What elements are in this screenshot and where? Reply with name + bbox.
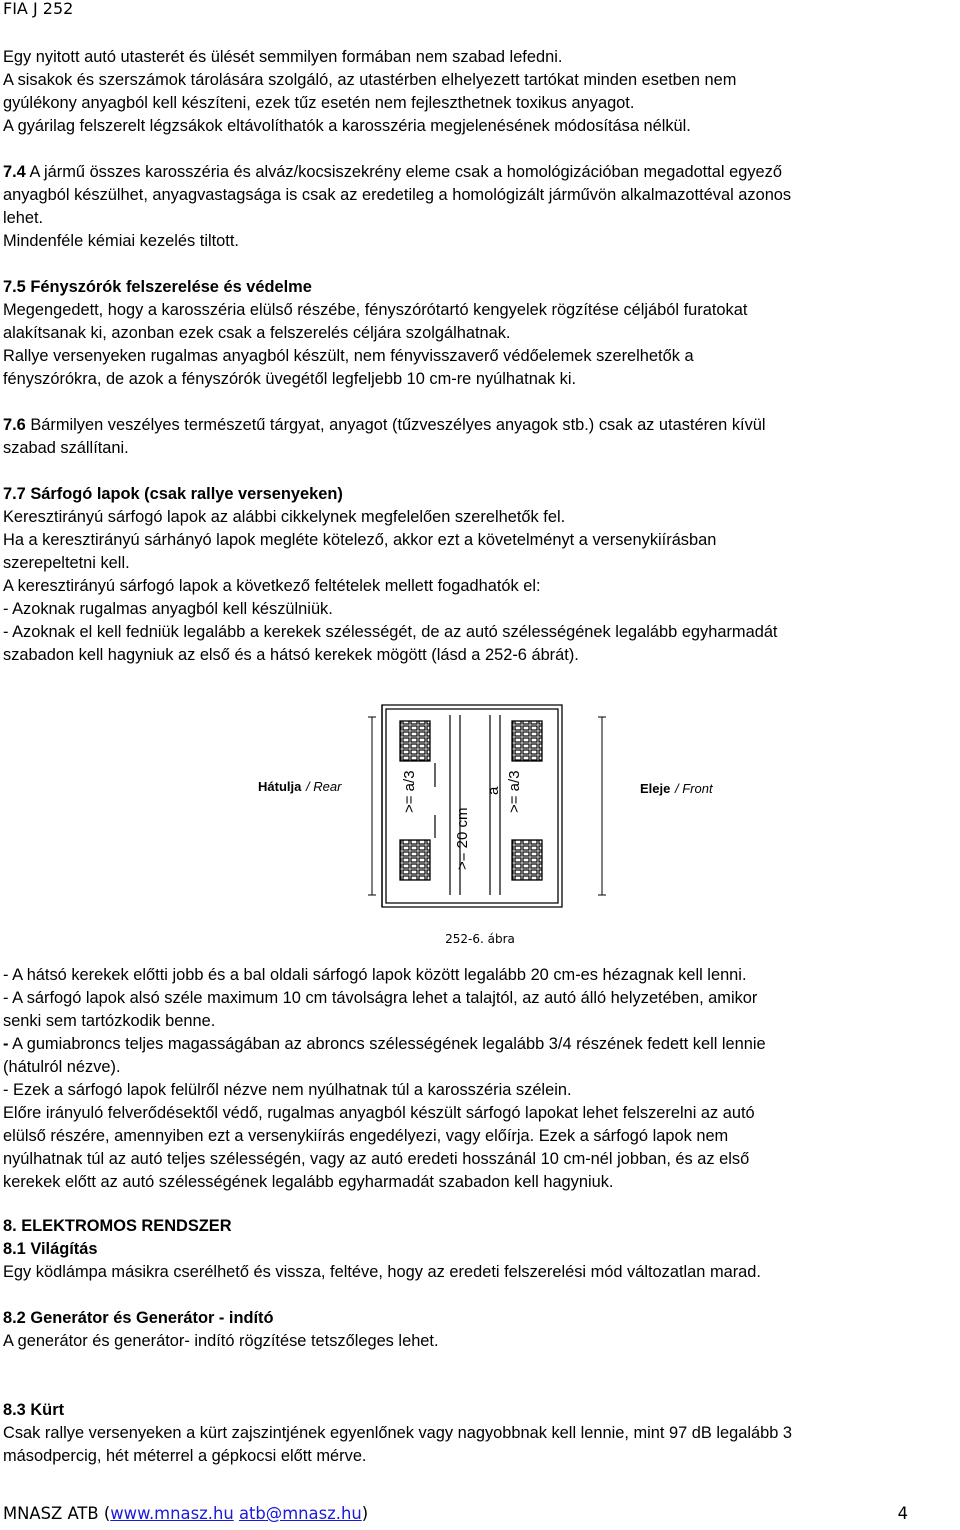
text-line: Egy nyitott autó utasterét és ülését semmilyen formában nem szabad lefedni. xyxy=(3,48,563,66)
text-line: - Azoknak rugalmas anyagból kell készülniük. xyxy=(3,600,333,618)
section-heading: 8. ELEKTROMOS RENDSZER xyxy=(3,1217,232,1235)
text-line: A generátor és generátor- indító rögzítése tetszőleges lehet. xyxy=(3,1332,439,1350)
section-7-4 xyxy=(3,161,960,253)
section-heading: 8.1 Világítás xyxy=(3,1240,98,1258)
text-line: szerepeltetni kell. xyxy=(3,554,130,572)
section-7-7 xyxy=(3,483,960,667)
text-line: senki sem tartózkodik benne. xyxy=(3,1012,216,1030)
section-heading: 8.3 Kürt xyxy=(3,1401,65,1419)
text-line: Ha a keresztirányú sárhányó lapok megléte kötelező, akkor ezt a követelményt a versenykiírásban xyxy=(3,531,717,549)
text-line: Előre irányuló felverődésektől védő, rugalmas anyagból készült sárfogó lapokat lehet felszerelni az autó xyxy=(3,1104,755,1122)
text-line: lehet. xyxy=(3,209,44,227)
section-7-5 xyxy=(3,276,960,391)
text-line: fényszórókra, de azok a fényszórók üvegétől legfeljebb 10 cm-re nyúlhatnak ki. xyxy=(3,370,577,388)
text-line: anyagból készülhet, anyagvastagsága is csak az eredetileg a homológizált járművön alkalmazottéval azonos xyxy=(3,186,792,204)
website-link[interactable]: www.mnasz.hu xyxy=(110,1504,234,1523)
text-line: Rallye versenyeken rugalmas anyagból készült, nem fényvisszaverő védőelemek szerelhetők a xyxy=(3,347,694,365)
text-line: A gumiabroncs teljes magasságában az abroncs szélességének legalább 3/4 részének fedett kell lennie xyxy=(8,1035,766,1053)
bullet-dash: - xyxy=(3,1035,9,1053)
front-label-en: / Front xyxy=(675,781,713,796)
intro-paragraph xyxy=(3,46,960,138)
rear-label: Hátulja xyxy=(258,779,302,794)
text-line: másodpercig, hét méterrel a gépkocsi előtt mérve. xyxy=(3,1447,367,1465)
text-line: gyúlékony anyagból kell készíteni, ezek tűz esetén nem fejleszthetnek toxikus anyagot. xyxy=(3,94,635,112)
text-line: (hátulról nézve). xyxy=(3,1058,121,1076)
rear-label-en: / Rear xyxy=(306,779,342,794)
dimension-label: a xyxy=(485,786,502,795)
text-line: A sisakok és szerszámok tárolására szolgáló, az utastérben elhelyezett tartókat minden esetben nem xyxy=(3,71,737,89)
page-footer xyxy=(3,1503,908,1525)
footer-org: MNASZ ATB ( xyxy=(3,1504,111,1523)
text-line: Megengedett, hogy a karosszéria elülső részébe, fényszórótartó kengyelek rögzítése céljából furatokat xyxy=(3,301,748,319)
text-line: Csak rallye versenyeken a kürt zajszintjének egyenlőnek vagy nagyobbnak kell lennie, mint 97 dB legalább 3 xyxy=(3,1424,793,1442)
section-8 xyxy=(3,1215,960,1284)
section-8-3 xyxy=(3,1399,960,1468)
section-8-2 xyxy=(3,1307,960,1353)
text-line: szabad szállítani. xyxy=(3,439,129,457)
dimension-label: >= a/3 xyxy=(401,770,418,813)
dimension-label: >= 20 cm xyxy=(454,807,471,870)
section-heading: 8.2 Generátor és Generátor - indító xyxy=(3,1309,274,1327)
text-line: Keresztirányú sárfogó lapok az alábbi cikkelynek megfelelően szerelhetők fel. xyxy=(3,508,566,526)
dimension-label: >= a/3 xyxy=(506,770,523,813)
text-line: A gyárilag felszerelt légzsákok eltávolíthatók a karosszéria megjelenésének módosítása nélkül. xyxy=(3,117,691,135)
text-line: A jármű összes karosszéria és alváz/kocsiszekrény eleme csak a homológizációban megadottal egyező xyxy=(25,163,782,181)
section-7-6 xyxy=(3,414,960,460)
figure-caption: 252-6. ábra xyxy=(445,932,515,946)
text-line: alakítsanak ki, azonban ezek csak a felszerelés céljára szolgálhatnak. xyxy=(3,324,511,342)
text-line: elülső részére, amennyiben ezt a versenykiírás engedélyezi, vagy előírja. Ezek a sárfogó lapok nem xyxy=(3,1127,729,1145)
mudflap-diagram xyxy=(250,695,720,930)
text-line: - Azoknak el kell fedniük legalább a kerekek szélességét, de az autó szélességének legalább egyharmadát xyxy=(3,623,778,641)
page-header: FIA J 252 xyxy=(3,0,74,18)
text-line: szabadon kell hagyniuk az első és a hátsó kerekek mögött (lásd a 252-6 ábrát). xyxy=(3,646,579,664)
text-line: Egy ködlámpa másikra cserélhető és vissza, feltéve, hogy az eredeti felszerelési mód változatlan marad. xyxy=(3,1263,761,1281)
section-heading: 7.7 Sárfogó lapok (csak rallye versenyeken) xyxy=(3,485,343,503)
text-line: Mindenféle kémiai kezelés tiltott. xyxy=(3,232,239,250)
email-link[interactable]: atb@mnasz.hu xyxy=(238,1504,362,1523)
section-heading: 7.5 Fényszórók felszerelése és védelme xyxy=(3,278,312,296)
text-line: - A sárfogó lapok alsó széle maximum 10 cm távolságra lehet a talajtól, az autó álló helyzetében, amikor xyxy=(3,989,758,1007)
footer-close: ) xyxy=(361,1504,369,1523)
text-line: A keresztirányú sárfogó lapok a következő feltételek mellett fogadhatók el: xyxy=(3,577,541,595)
page-number: 4 xyxy=(897,1504,908,1523)
text-line: - A hátsó kerekek előtti jobb és a bal oldali sárfogó lapok között legalább 20 cm-es hézagnak kell lenni. xyxy=(3,966,747,984)
text-line: nyúlhatnak túl az autó teljes szélességén, vagy az autó eredeti hosszánál 10 cm-nél jobban, és az első xyxy=(3,1150,750,1168)
section-number: 7.4 xyxy=(3,163,26,181)
text-line: - Ezek a sárfogó lapok felülről nézve nem nyúlhatnak túl a karosszéria szélein. xyxy=(3,1081,572,1099)
mudflap-rules xyxy=(3,964,960,1194)
text-line: Bármilyen veszélyes természetű tárgyat, anyagot (tűzveszélyes anyagok stb.) csak az utastéren kívül xyxy=(25,416,766,434)
text-line: kerekek előtt az autó szélességének legalább egyharmadát szabadon kell hagyniuk. xyxy=(3,1173,614,1191)
section-number: 7.6 xyxy=(3,416,26,434)
front-label: Eleje xyxy=(640,781,671,796)
